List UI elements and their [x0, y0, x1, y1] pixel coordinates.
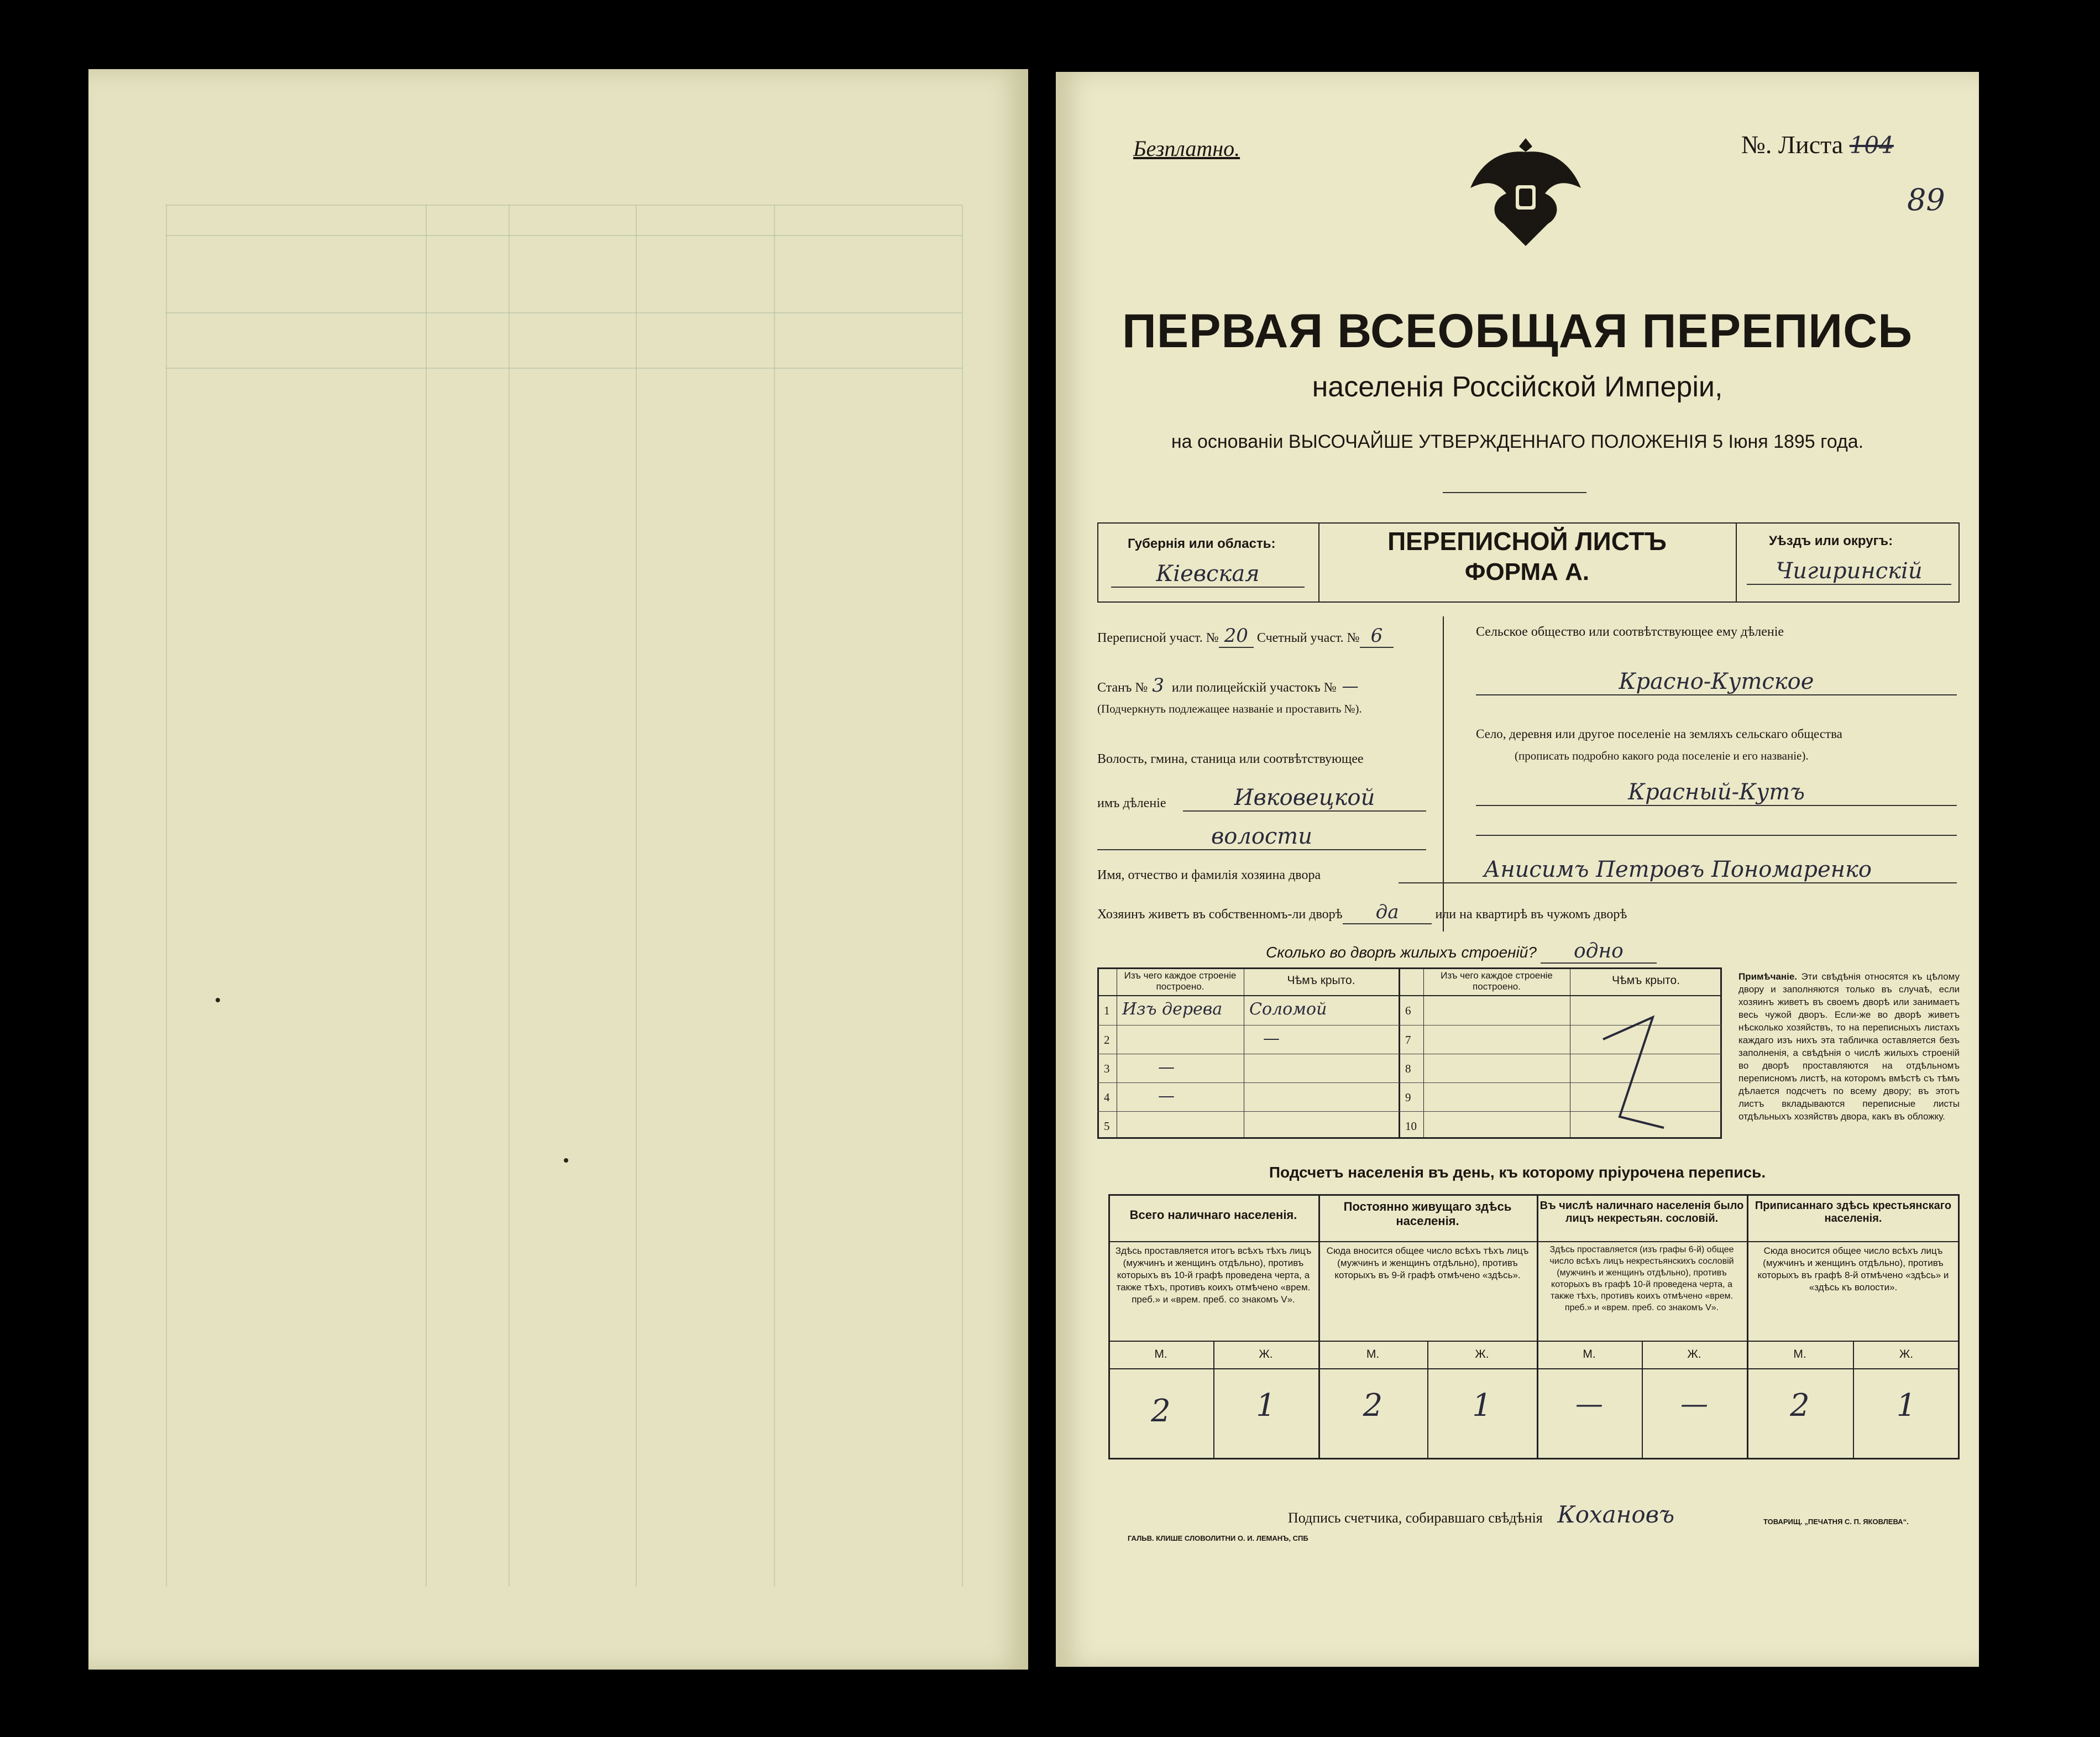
pop-col-total-title: Всего наличнаго населенія.	[1129, 1208, 1297, 1222]
owner-lives-field: Хозяинъ живетъ въ собственномъ-ли дворѣ да или на квартирѣ въ чужомъ дворѣ	[1097, 901, 1627, 923]
table-row: 3 —	[1097, 1054, 1399, 1083]
owner-value: Анисимъ Петровъ Пономаренко	[1399, 857, 1957, 883]
col-roof-right: Чѣмъ крыто.	[1611, 974, 1680, 987]
permanent-male: 2	[1363, 1388, 1383, 1424]
sheet-number: №. Листа 104	[1741, 130, 1894, 159]
divider-ornament	[1443, 492, 1586, 493]
paper-spot	[216, 998, 220, 1002]
strike-through-mark	[1586, 1006, 1697, 1133]
census-district-field: Переписной участ. № 20 Счетный участ. № 6	[1097, 625, 1394, 647]
m-label: М.	[1793, 1348, 1806, 1361]
table-row: 7	[1399, 1026, 1722, 1054]
table-row: 8	[1399, 1054, 1722, 1083]
registered-female: 1	[1896, 1388, 1916, 1424]
footer-imprint-left: ГАЛЬВ. КЛИШЕ СЛОВОЛИТНИ О. И. ЛЕМАНЪ, СПБ	[1128, 1534, 1308, 1542]
signature-value: Кохановъ	[1557, 1501, 1675, 1528]
society-label: Сельское общество или соотвѣтствующее ему дѣленіе	[1476, 625, 1784, 639]
sheet-number-value: 89	[1907, 182, 1945, 217]
population-heading: Подсчетъ населенія въ день, къ которому пріурочена перепись.	[1269, 1164, 1766, 1181]
pop-col-nonpeasant-desc: Здѣсь проставляется (изъ графы 6-й) общее число всѣхъ лицъ некрестьянскихъ сословій (мужчинъ и женщинъ отдѣльно), противъ которыхъ въ графѣ 10-й проведена черта, а также тѣхъ, противъ коихъ отмѣчено «врем. преб.» и «врем. преб. со знакомъ V».	[1549, 1245, 1734, 1312]
col-roof-left: Чѣмъ крыто.	[1287, 974, 1355, 987]
table-row: 2 —	[1097, 1026, 1399, 1054]
signature-field: Подпись счетчика, собиравшаго свѣдѣнія Кохановъ	[1288, 1501, 1685, 1528]
volost-label-2: имъ дѣленіе	[1097, 796, 1166, 810]
paper-spot	[564, 1158, 568, 1163]
nonpeasant-female: —	[1680, 1388, 1708, 1420]
free-label: Безплатно.	[1133, 136, 1240, 161]
underline-note: (Подчеркнуть подлежащее названіе и проставить №).	[1097, 702, 1362, 715]
pop-col-total-desc: Здѣсь проставляется итогъ всѣхъ тѣхъ лицъ (мужчинъ и женщинъ отдѣльно), противъ которыхъ въ 10-й графѣ проведена черта, а также тѣхъ, противъ коихъ отмѣчено «врем. преб.» и «врем. преб. со знакомъ V».	[1115, 1246, 1312, 1305]
nonpeasant-male: —	[1575, 1388, 1603, 1420]
total-male: 2	[1151, 1393, 1171, 1429]
imperial-eagle-emblem	[1465, 127, 1586, 254]
table-row: 6	[1399, 996, 1722, 1026]
pop-col-registered-desc: Сюда вносится общее число всѣхъ лицъ (мужчинъ и женщинъ отдѣльно), противъ которыхъ въ графѣ 8-й отмѣчено «здѣсь» и «здѣсь къ волости».	[1757, 1246, 1949, 1293]
society-value: Красно-Кутское	[1476, 669, 1957, 695]
page-subtitle: населенія Россійской Имперіи,	[1312, 371, 1723, 403]
owner-label: Имя, отчество и фамилія хозяина двора	[1097, 868, 1321, 882]
registered-male: 2	[1790, 1388, 1810, 1424]
col-built-of-right: Изъ чего каждое строеніе построено.	[1441, 970, 1553, 992]
volost-label: Волость, гмина, станица или соотвѣтствующее	[1097, 752, 1364, 766]
m-label: М.	[1154, 1348, 1167, 1361]
col-built-of-left: Изъ чего каждое строеніе построено.	[1124, 970, 1237, 992]
census-form-page	[1056, 72, 1979, 1667]
buildings-field: Сколько во дворѣ жилыхъ строеній? одно	[1266, 940, 1657, 962]
legal-basis: на основаніи ВЫСОЧАЙШЕ УТВЕРЖДЕННАГО ПОЛОЖЕНІЯ 5 Іюня 1895 года.	[1171, 431, 1864, 452]
gubernia-value: Кіевская	[1111, 561, 1305, 588]
permanent-female: 1	[1472, 1388, 1492, 1424]
total-female: 1	[1256, 1388, 1276, 1424]
table-row: 4 —	[1097, 1083, 1399, 1112]
pop-col-nonpeasant-title: Въ числѣ наличнаго населенія было лицъ некрестьян. сословій.	[1539, 1200, 1744, 1225]
form-title: ПЕРЕПИСНОЙ ЛИСТЪ	[1387, 527, 1667, 556]
table-row: 9	[1399, 1083, 1722, 1112]
left-page-blank	[88, 69, 1028, 1670]
footer-imprint-right: ТОВАРИЩ. „ПЕЧАТНЯ С. П. ЯКОВЛЕВА“.	[1763, 1518, 1909, 1526]
pop-col-permanent-title: Постоянно живущаго здѣсь населенія.	[1343, 1200, 1512, 1228]
table-row: 10	[1405, 1119, 1417, 1133]
village-value: Красный-Кутъ	[1476, 779, 1957, 806]
village-note: (прописать подробно какого рода поселеніе и его названіе).	[1515, 749, 1809, 762]
m-label: М.	[1583, 1348, 1596, 1361]
stan-field: Станъ № 3 или полицейскій участокъ № —	[1097, 674, 1359, 697]
pop-col-registered-title: Приписаннаго здѣсь крестьянскаго населенія.	[1755, 1200, 1952, 1225]
form-subtitle: ФОРМА А.	[1464, 558, 1590, 585]
uezd-label: Уѣздъ или округъ:	[1769, 533, 1893, 548]
village-label: Село, деревня или другое поселеніе на земляхъ сельскаго общества	[1476, 727, 1842, 741]
note: Примѣчаніе. Эти свѣдѣнія относятся къ цѣлому двору и заполняются только въ случаѣ, если хозяинъ живетъ въ своемъ дворѣ или занимаетъ весь чужой дворъ. Если-же во дворѣ живетъ нѣсколько хозяйствъ, то на переписныхъ листахъ каждаго изъ нихъ эта табличка оставляется безъ заполненія, а свѣдѣнія о числѣ жилыхъ строеній во дворѣ проставляются на отдѣльномъ переписномъ листѣ, на которомъ вмѣстѣ съ тѣмъ дѣлается подсчетъ по всему двору; въ этотъ листъ вкладываются переписные листы отдѣльныхъ хозяйствъ двора, какъ въ обложку.	[1738, 971, 1960, 1122]
uezd-value: Чигиринскій	[1747, 558, 1951, 585]
table-row: 1 Изъ дерева Соломой	[1097, 996, 1399, 1026]
table-row: 5	[1104, 1119, 1110, 1133]
f-label: Ж.	[1899, 1348, 1914, 1361]
f-label: Ж.	[1259, 1348, 1273, 1361]
gubernia-label: Губернія или область:	[1128, 536, 1276, 551]
page-title: ПЕРВАЯ ВСЕОБЩАЯ ПЕРЕПИСЬ	[1122, 305, 1913, 358]
f-label: Ж.	[1475, 1348, 1489, 1361]
m-label: М.	[1366, 1348, 1380, 1361]
pop-col-permanent-desc: Сюда вносится общее число всѣхъ тѣхъ лицъ (мужчинъ и женщинъ отдѣльно), противъ которыхъ въ 9-й графѣ отмѣчено «здѣсь».	[1326, 1246, 1529, 1280]
volost-value-2: волости	[1097, 824, 1426, 850]
f-label: Ж.	[1687, 1348, 1701, 1361]
buildings-rows-left	[1097, 996, 1399, 1140]
volost-value: Ивковецкой	[1183, 785, 1426, 812]
